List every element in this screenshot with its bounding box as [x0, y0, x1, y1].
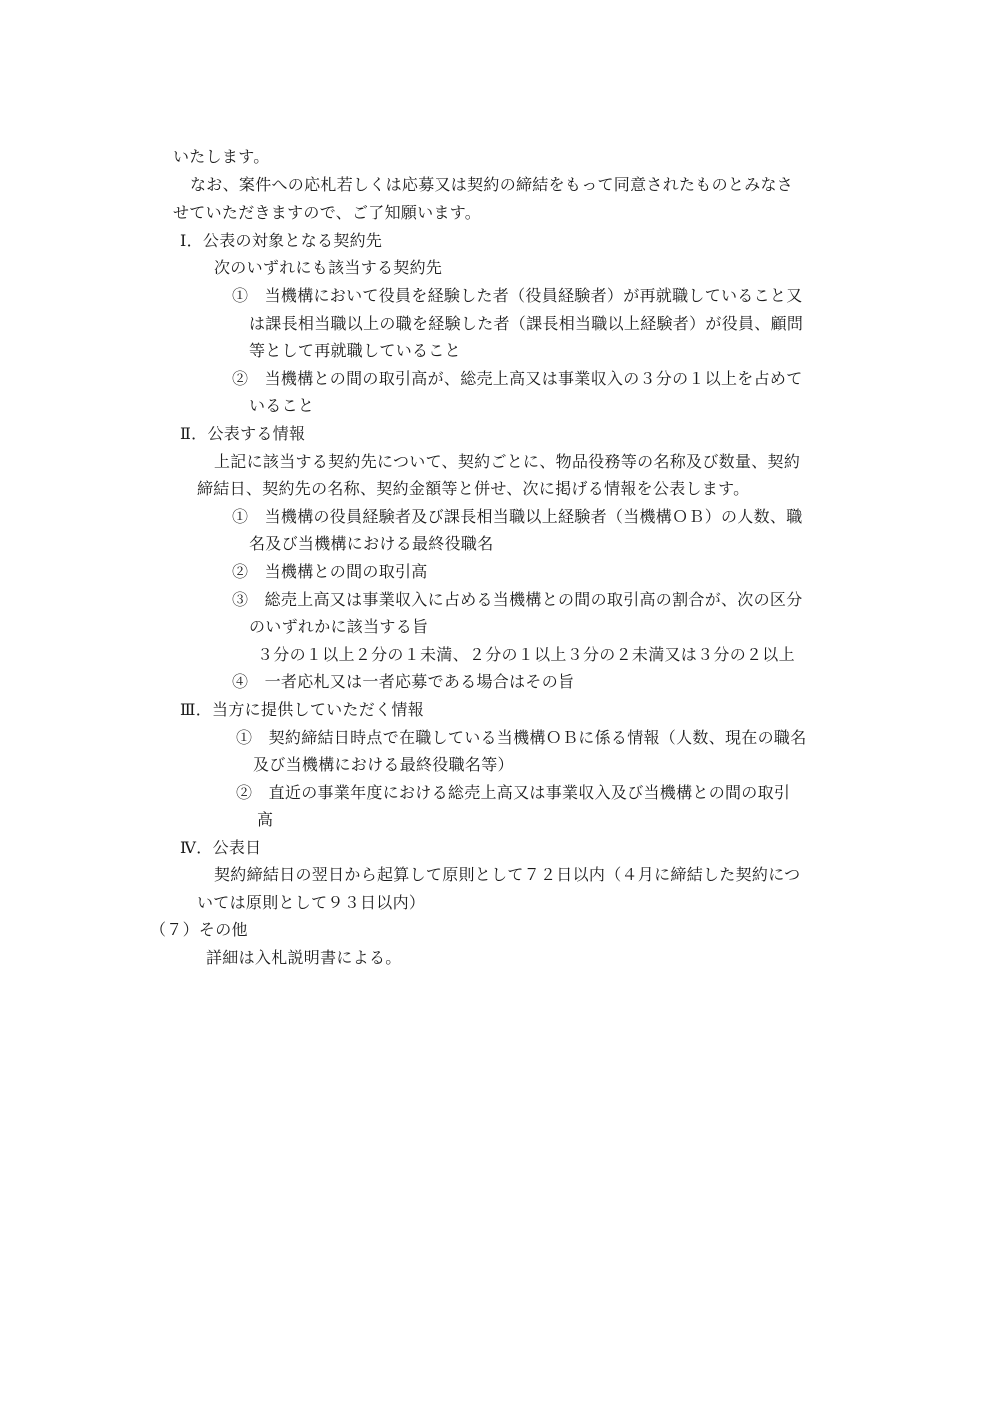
list-item: ① 当機構の役員経験者及び課長相当職以上経験者（当機構ＯＢ）の人数、職: [232, 507, 803, 526]
text-line: なお、案件への応札若しくは応募又は契約の締結をもって同意されたものとみなさ: [190, 175, 794, 194]
text-line: 上記に該当する契約先について、契約ごとに、物品役務等の名称及び数量、契約: [214, 452, 801, 471]
list-item: ④ 一者応札又は一者応募である場合はその旨: [232, 672, 575, 691]
section-heading-4: Ⅳ．公表日: [180, 838, 262, 857]
text-line: 詳細は入札説明書による。: [206, 948, 402, 967]
text-line: は課長相当職以上の職を経験した者（課長相当職以上経験者）が役員、顧問: [249, 314, 804, 333]
list-item: ② 当機構との間の取引高が、総売上高又は事業収入の３分の１以上を占めて: [232, 369, 803, 388]
text-line: 締結日、契約先の名称、契約金額等と併せ、次に掲げる情報を公表します。: [197, 479, 750, 498]
list-item: ② 直近の事業年度における総売上高又は事業収入及び当機構との間の取引: [236, 783, 791, 802]
text-line: のいずれかに該当する旨: [249, 617, 429, 636]
list-item: ① 契約締結日時点で在職している当機構ＯＢに係る情報（人数、現在の職名: [236, 728, 807, 747]
list-item: ② 当機構との間の取引高: [232, 562, 428, 581]
text-line: 契約締結日の翌日から起算して原則として７２日以内（４月に締結した契約につ: [214, 865, 801, 884]
text-line: いては原則として９３日以内）: [197, 893, 426, 912]
text-line: ３分の１以上２分の１未満、２分の１以上３分の２未満又は３分の２以上: [257, 645, 795, 664]
text-line: 名及び当機構における最終役職名: [249, 534, 494, 553]
list-item: ③ 総売上高又は事業収入に占める当機構との間の取引高の割合が、次の区分: [232, 590, 803, 609]
text-line: いたします。: [173, 147, 270, 166]
section-heading-2: Ⅱ．公表する情報: [180, 424, 306, 443]
text-line: せていただきますので、ご了知願います。: [173, 203, 482, 222]
section-heading-1: Ⅰ．公表の対象となる契約先: [180, 231, 383, 250]
text-line: 及び当機構における最終役職名等）: [253, 755, 514, 774]
list-item: ① 当機構において役員を経験した者（役員経験者）が再就職していること又: [232, 286, 803, 305]
text-line: 高: [257, 810, 274, 829]
section-heading-7: （７）その他: [150, 920, 248, 939]
text-line: 次のいずれにも該当する契約先: [214, 258, 443, 277]
section-heading-3: Ⅲ．当方に提供していただく情報: [180, 700, 424, 719]
text-line: いること: [249, 396, 315, 415]
text-line: 等として再就職していること: [249, 341, 461, 360]
